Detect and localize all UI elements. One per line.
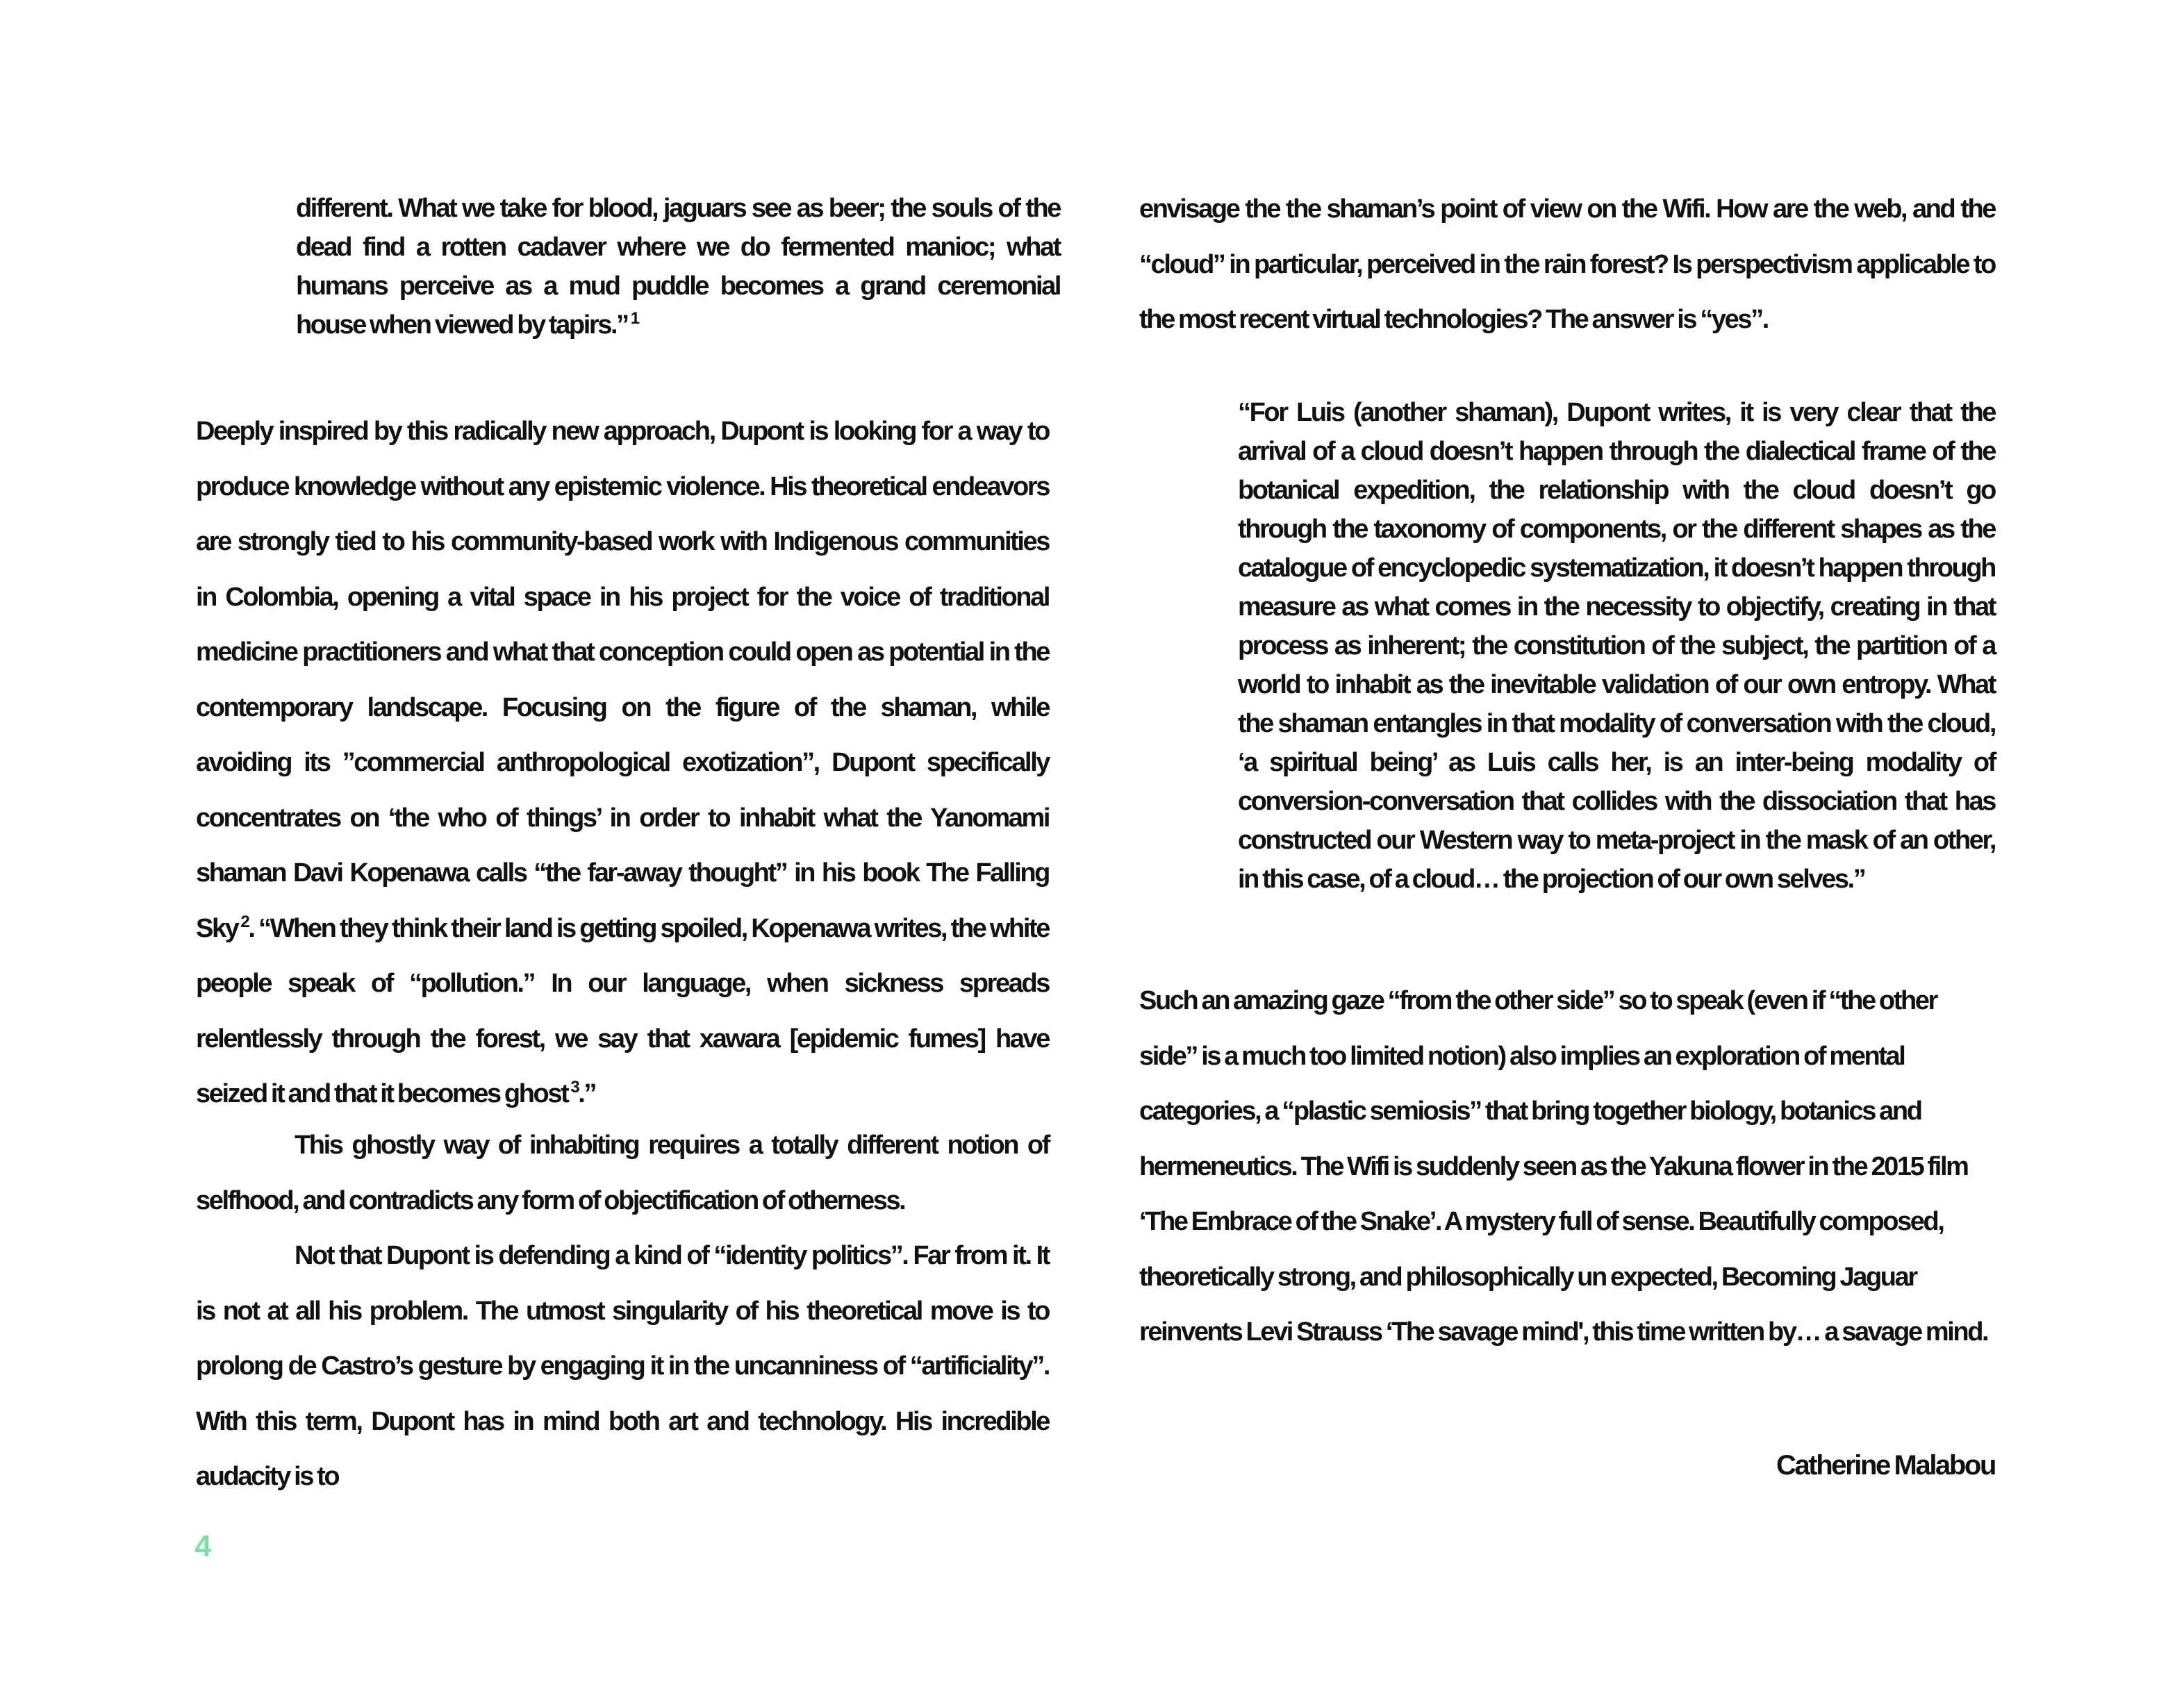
author-signature: Catherine Malabou bbox=[1776, 1450, 1995, 1481]
footnote-marker-2: 2 bbox=[240, 912, 249, 931]
left-block-quote bbox=[296, 189, 1060, 344]
right-block-quote: “For Luis (another shaman), Dupont writes, it is very clear that the arrival of a cloud doesn’t happen through the dialectical frame of the botanical expedition, the relationship with the cloud doesn’t go through the taxonomy of components, or the different shapes as the catalogue of encyclopedic systematization, it doesn’t happen through measure as what comes in the necessity to objectify, creating in that process as inherent; the constitution of the subject, the partition of a world to inhabit as the inevitable validation of our own entropy. What the shaman entangles in that modality of conversation with the cloud, ‘a spiritual being’ as Luis calls her, is an inter-being modality of conversion-conversation that collides with the dissociation that has constructed our Western way to meta-project in the mask of an other, in this case, of a cloud… the projection of our own selves.” bbox=[1238, 398, 1995, 894]
footnote-marker-1: 1 bbox=[630, 309, 638, 328]
left-paragraph-1-part-2: . “When they think their land is getting spoiled, Kopenawa writes, the white people speak of “pollution.” In our language, when sickness spreads relentlessly through the forest, we say that xawara [epidemic fumes] have seized it and that it becomes ghost bbox=[196, 913, 1049, 1108]
left-paragraph-1 bbox=[196, 404, 1049, 1122]
left-paragraph-2: This ghostly way of inhabiting requires a totally different notion of selfhood, and contradicts any form of objectification of otherness. bbox=[196, 1131, 1049, 1215]
right-paragraph-1: envisage the the shaman’s point of view on the Wifi. How are the web, and the “cloud” in particular, perceived in the rain forest? Is perspectivism applicable to the most recent virtual technologies? The answer is “yes”. bbox=[1139, 194, 1995, 334]
left-quote-text: different. What we take for blood, jaguars see as beer; the souls of the dead find a rotten cadaver where we do fermented manioc; what humans perceive as a mud puddle becomes a grand ceremonial house when viewed by tapirs.” bbox=[296, 194, 1060, 340]
left-paragraph-1-part-1: Deeply inspired by this radically new approach, Dupont is looking for a way to produce knowledge without any epistemic violence. His theoretical endeavors are strongly tied to his community-based work with Indigenous communities in Colombia, opening a vital space in his project for the voice of traditional medicine practitioners and what that conception could open as potential in the contemporary landscape. Focusing on the figure of the shaman, while avoiding its ”commercial anthropological exotization”, Dupont specifically concentrates on ‘the who of things’ in order to inhabit what the Yanomami shaman Davi Kopenawa calls “the far-away thought” in his book The Falling Sky bbox=[196, 417, 1049, 943]
left-paragraph-1-part-3: .” bbox=[578, 1079, 596, 1108]
footnote-marker-3: 3 bbox=[570, 1078, 579, 1097]
page-number: 4 bbox=[195, 1529, 212, 1563]
left-paragraph-3: Not that Dupont is defending a kind of “identity politics”. Far from it. It is not at all his problem. The utmost singularity of his theoretical move is to prolong de Castro’s gesture by engaging it in the uncanniness of “artificiality”. With this term, Dupont has in mind both art and technology. His incredible audacity is to bbox=[196, 1241, 1049, 1491]
right-paragraph-2: Such an amazing gaze “from the other side” so to speak (even if “the other side” is a much too limited notion) also implies an exploration of mental categories, a “plastic semiosis” that bring together biology, botanics and hermeneutics. The Wifi is suddenly seen as the Yakuna flower in the 2015 film ‘The Embrace of the Snake’. A mystery full of sense. Beautifully composed, theoretically strong, and philosophically un expected, Becoming Jaguar reinvents Levi Strauss ‘The savage mind', this time written by… a savage mind. bbox=[1139, 986, 1988, 1347]
